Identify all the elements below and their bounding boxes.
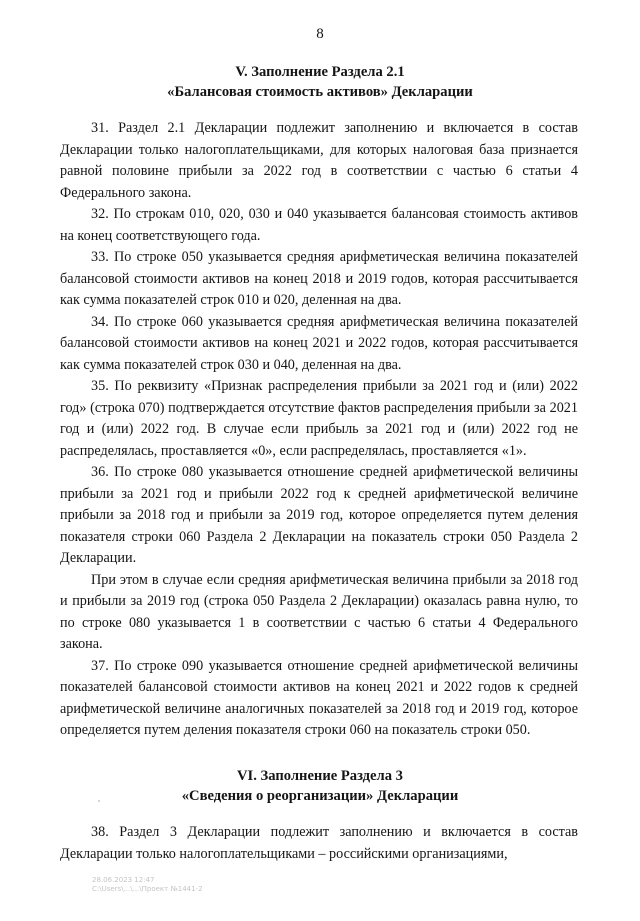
section-5-body bbox=[60, 118, 578, 742]
paragraph-32: 32. По строкам 010, 020, 030 и 040 указывается балансовая стоимость активов на конец соответствующего года. bbox=[60, 206, 578, 244]
paragraph-37: 37. По строке 090 указывается отношение средней арифметической величины показателей балансовой стоимости активов на конец 2021 и 2022 годов к средней арифметической величине аналогичных показателей за 2018 год и 2019 год, которое определяется путем деления показателя строки 060 на показатель строки 050. bbox=[60, 657, 578, 738]
paragraph-35: 35. По реквизиту «Признак распределения прибыли за 2021 год и (или) 2022 год» (строка 070) подтверждается отсутствие фактов распределения прибыли за 2021 год и (или) 2022 год. В случае если прибыль за 2021 год и (или) 2022 год не распределялась, проставляется «0», если распределялась, проставляется «1». bbox=[60, 378, 578, 459]
section-6-body bbox=[60, 822, 578, 865]
section-5-subtitle: «Балансовая стоимость активов» Декларации bbox=[167, 84, 473, 100]
section-5-title: V. Заполнение Раздела 2.1 bbox=[235, 64, 405, 80]
section-6-subtitle: «Сведения о реорганизации» Декларации bbox=[181, 788, 459, 804]
document-footer bbox=[92, 876, 203, 894]
footer-file-path: С:\Users\...\...\Проект №1441-2 bbox=[92, 885, 203, 893]
scan-speck bbox=[98, 800, 100, 802]
section-6-title: VI. Заполнение Раздела 3 bbox=[237, 768, 403, 784]
paragraph-34: 34. По строке 060 указывается средняя арифметическая величина показателей балансовой стоимости активов на конец 2021 и 2022 годов, которая рассчитывается как сумма показателей строк 030 и 040, деленная на два. bbox=[60, 313, 578, 373]
paragraph-36: 36. По строке 080 указывается отношение средней арифметической величины прибыли за 2021 год и прибыли 2022 год к средней арифметической величине прибыли за 2018 год и прибыли за 2019 год, которое определяется путем деления показателя строки 060 Раздела 2 Декларации на показатель строки 050 Раздела 2 Декларации. bbox=[60, 464, 578, 566]
paragraph-36-continuation: При этом в случае если средняя арифметическая величина прибыли за 2018 год и прибыли за 2019 год (строка 050 Раздела 2 Декларации) оказалась равна нулю, то по строке 080 указывается 1 в соответствии с частью 6 статьи 4 Федерального закона. bbox=[60, 571, 578, 652]
paragraph-31: 31. Раздел 2.1 Декларации подлежит заполнению и включается в состав Декларации только налогоплательщиками, для которых налоговая база признается равной половине прибыли за 2022 год в соответствии с частью 6 статьи 4 Федерального закона. bbox=[60, 120, 578, 201]
paragraph-38: 38. Раздел 3 Декларации подлежит заполнению и включается в состав Декларации только налогоплательщиками – российскими организациями, bbox=[60, 824, 578, 862]
paragraph-33: 33. По строке 050 указывается средняя арифметическая величина показателей балансовой стоимости активов на конец 2018 и 2019 годов, которая рассчитывается как сумма показателей строк 010 и 020, деленная на два. bbox=[60, 249, 578, 308]
page-number: 8 bbox=[316, 26, 324, 42]
footer-timestamp: 28.06.2023 12:47 bbox=[92, 876, 155, 884]
section-6-heading bbox=[60, 766, 580, 806]
section-5-heading bbox=[60, 62, 580, 102]
